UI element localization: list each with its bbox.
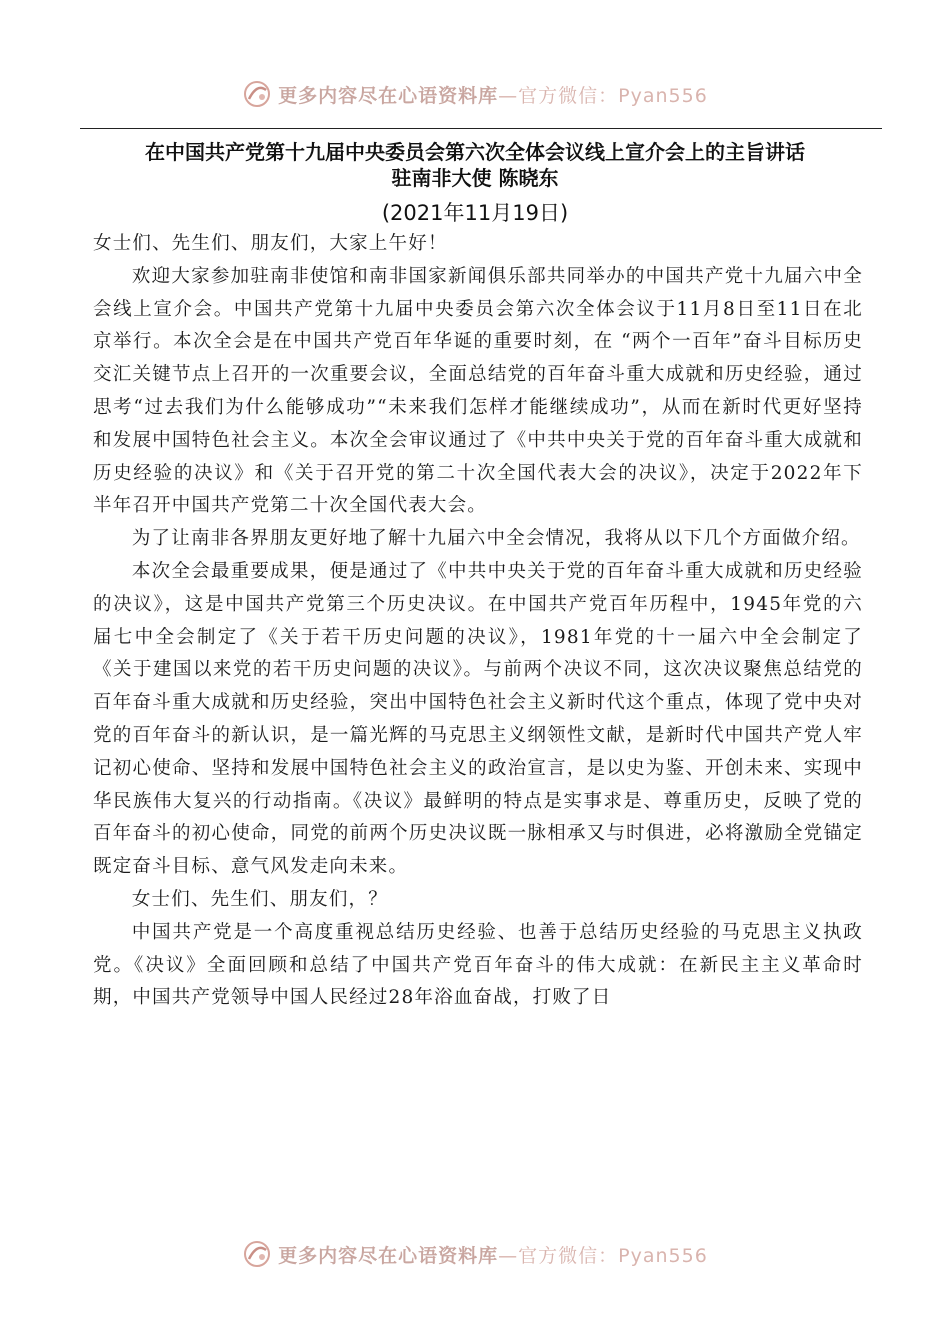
document-title: 在中国共产党第十九届中央委员会第六次全体会议线上宣介会上的主旨讲话 [145,140,805,164]
brand-logo-icon [242,79,272,109]
watermark-banner-top [0,72,950,116]
paragraph: 本次全会最重要成果，便是通过了《中共中央关于党的百年奋斗重大成就和历史经验的决议》，这是中国共产党第三个历史决议。在中国共产党百年历程中，1945年党的六届七中全会制定了《关于若干历史问题的决议》，1981年党的十一届六中全会制定了《关于建国以来党的若干历史问题的决议》。与前两个决议不同，这次决议聚焦总结党的百年奋斗重大成就和历史经验，突出中国特色社会主义新时代这个重点，体现了党中央对党的百年奋斗的新认识，是一篇光辉的马克思主义纲领性文献，是新时代中国共产党人牢记初心使命、坚持和发展中国特色社会主义的政治宣言，是以史为鉴、开创未来、实现中华民族伟大复兴的行动指南。《决议》最鲜明的特点是实事求是、尊重历史，反映了党的百年奋斗的初心使命，同党的前两个历史决议既一脉相承又与时俱进，必将激励全党锚定既定奋斗目标、意气风发走向未来。 [93,560,863,878]
paragraph: 为了让南非各界朋友更好地了解十九届六中全会情况，我将从以下几个方面做介绍。 [131,528,861,550]
header-rule [80,128,882,129]
watermark-banner-bottom [0,1232,950,1276]
document-author: 驻南非大使 陈晓东 [391,166,559,190]
paragraph: 中国共产党是一个高度重视总结历史经验、也善于总结历史经验的马克思主义执政党。《决议》全面回顾和总结了中国共产党百年奋斗的伟大成就：在新民主主义革命时期，中国共产党领导中国人民经过28年浴血奋战，打败了日 [93,921,863,1009]
document-body [93,228,863,1015]
document-date: (2021年11月19日) [381,201,569,225]
watermark-text: 更多内容尽在心语资料库—官方微信：Pyan556 [278,84,708,107]
watermark-text: 更多内容尽在心语资料库—官方微信：Pyan556 [278,1244,708,1267]
brand-logo-icon [242,1239,272,1269]
paragraph: 女士们、先生们、朋友们，？ [131,888,388,910]
paragraph: 欢迎大家参加驻南非使馆和南非国家新闻俱乐部共同举办的中国共产党十九届六中全会线上宣介会。中国共产党第十九届中央委员会第六次全体会议于11月8日至11日在北京举行。本次全会是在中国共产党百年华诞的重要时刻，在 “两个一百年”奋斗目标历史交汇关键节点上召开的一次重要会议，全面总结党的百年奋斗重大成就和历史经验，通过思考“过去我们为什么能够成功”“未来我们怎样才能继续成功”，从而在新时代更好坚持和发展中国特色社会主义。本次全会审议通过了《中共中央关于党的百年奋斗重大成就和历史经验的决议》和《关于召开党的第二十次全国代表大会的决议》，决定于2022年下半年召开中国共产党第二十次全国代表大会。 [93,265,863,517]
paragraph-greeting: 女士们、先生们、朋友们，大家上午好！ [93,233,448,254]
